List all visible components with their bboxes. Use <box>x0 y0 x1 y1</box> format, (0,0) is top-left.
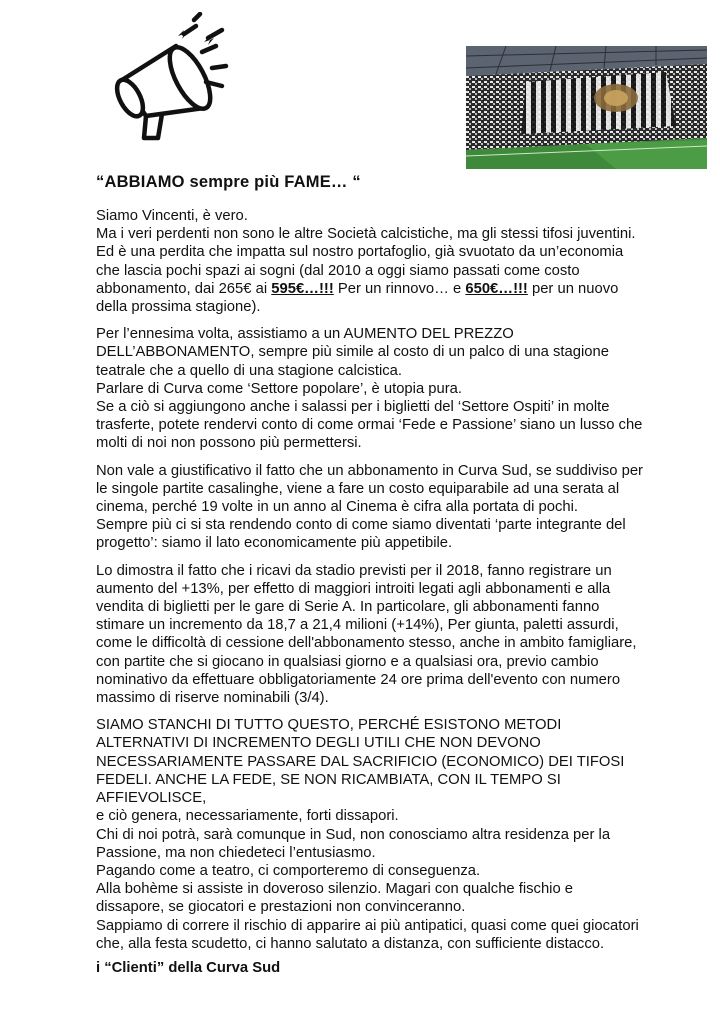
text-fragment: abbonamento, dai 265€ ai <box>96 280 272 297</box>
text-line: Sempre più ci si sta rendendo conto di come siamo diventati ‘parte integrante del <box>96 517 626 534</box>
text-line: con partite che si giocano in qualsiasi giorno e a qualsiasi ora, previo cambio <box>96 653 599 670</box>
text-line: AFFIEVOLISCE, <box>96 790 207 807</box>
text-line: SIAMO STANCHI DI TUTTO QUESTO, PERCHÉ ESISTONO METODI <box>96 717 562 734</box>
text-line: e ciò genera, necessariamente, forti dissapori. <box>96 808 399 825</box>
text-line: vendita di biglietti per le gare di Serie A. In particolare, gli abbonamenti fanno <box>96 599 600 616</box>
text-line <box>96 280 686 298</box>
text-line: DELL’ABBONAMENTO, sempre più simile al costo di un palco di una stagione <box>96 344 609 361</box>
text-line: nominativo da effettuare obbligatoriamente 24 ore prima dell'evento con numero <box>96 671 621 688</box>
text-line: teatrale che a quello di una stagione calcistica. <box>96 362 402 379</box>
text-line: trasferte, potete rendervi conto di come ormai ‘Fede e Passione’ siano un lusso che <box>96 417 643 434</box>
text-line: aumento del +13%, per effetto di maggiori introiti legati agli abbonamenti e alla <box>96 580 611 597</box>
letter-body <box>96 207 686 962</box>
text-line: ALTERNATIVI DI INCREMENTO DEGLI UTILI CHE NON DEVONO <box>96 735 541 752</box>
text-line: Passione, ma non chiedeteci l’entusiasmo. <box>96 844 376 861</box>
text-line: della prossima stagione). <box>96 299 261 316</box>
text-line: Se a ciò si aggiungono anche i salassi per i biglietti del ‘Settore Ospiti’ in molte <box>96 399 610 416</box>
text-line: Ed è una perdita che impatta sul nostro portafoglio, già svuotato da un’economia <box>96 244 624 261</box>
text-line: cinema, perché 19 volte in un anno al Cinema è cifra alla portata di pochi. <box>96 499 579 516</box>
signature: i “Clienti” della Curva Sud <box>96 960 281 976</box>
text-line: Chi di noi potrà, sarà comunque in Sud, non conosciamo altra residenza per la <box>96 826 611 843</box>
megaphone-icon <box>100 12 230 152</box>
text-line: molti di noi non possono più permettersi. <box>96 435 362 452</box>
text-line: Lo dimostra il fatto che i ricavi da stadio previsti per il 2018, fanno registrare un <box>96 562 612 579</box>
text-line: massimo di riserve nominabili (3/4). <box>96 690 329 707</box>
page-title: “ABBIAMO sempre più FAME… “ <box>96 173 361 191</box>
text-line: Siamo Vincenti, è vero. <box>96 208 248 224</box>
text-line: le singole partite casalinghe, viene a fare un costo equiparabile ad una serata al <box>96 480 620 497</box>
text-line: Non vale a giustificativo il fatto che un abbonamento in Curva Sud, se suddiviso per <box>96 462 643 479</box>
paragraph-5 <box>96 716 686 953</box>
text-line: come le difficoltà di cessione dell'abbonamento stesso, anche in ambito famigliare, <box>96 635 637 652</box>
text-line: FEDELI. ANCHE LA FEDE, SE NON RICAMBIATA, CON IL TEMPO SI <box>96 771 561 788</box>
highlight-new-price: 650€…!!! <box>465 280 528 297</box>
text-line: Pagando come a teatro, ci comporteremo di conseguenza. <box>96 862 481 879</box>
paragraph-3 <box>96 462 686 553</box>
text-line: dissapore, se giocatori e prestazioni non convinceranno. <box>96 899 466 916</box>
text-line: Alla bohème si assiste in doveroso silenzio. Magari con qualche fischio e <box>96 881 574 898</box>
paragraph-4 <box>96 562 686 708</box>
text-line: NECESSARIAMENTE PASSARE DAL SACRIFICIO (ECONOMICO) DEI TIFOSI <box>96 753 625 770</box>
text-line: progetto’: siamo il lato economicamente più appetibile. <box>96 535 453 552</box>
text-line: Ma i veri perdenti non sono le altre Società calcistiche, ma gli stessi tifosi juventini. <box>96 226 636 243</box>
text-line: che lascia pochi spazi ai sogni (dal 2010 a oggi siamo passati come costo <box>96 262 580 279</box>
text-fragment: Per un rinnovo… e <box>333 280 466 297</box>
paragraph-2 <box>96 325 686 452</box>
stadium-photo <box>466 46 707 169</box>
text-line: che, alla festa scudetto, ci hanno salutato a distanza, con sufficiente distacco. <box>96 935 605 952</box>
text-fragment: per un nuovo <box>527 280 619 297</box>
text-line: Per l’ennesima volta, assistiamo a un AUMENTO DEL PREZZO <box>96 326 514 343</box>
text-line: stimare un incremento da 18,7 a 21,4 milioni (+14%), Per giunta, paletti assurdi, <box>96 617 619 634</box>
paragraph-1 <box>96 207 686 316</box>
text-line: Parlare di Curva come ‘Settore popolare’, è utopia pura. <box>96 380 463 397</box>
text-line: Sappiamo di correre il rischio di apparire ai più antipatici, quasi come quei giocatori <box>96 917 639 934</box>
highlight-renewal-price: 595€…!!! <box>271 280 334 297</box>
